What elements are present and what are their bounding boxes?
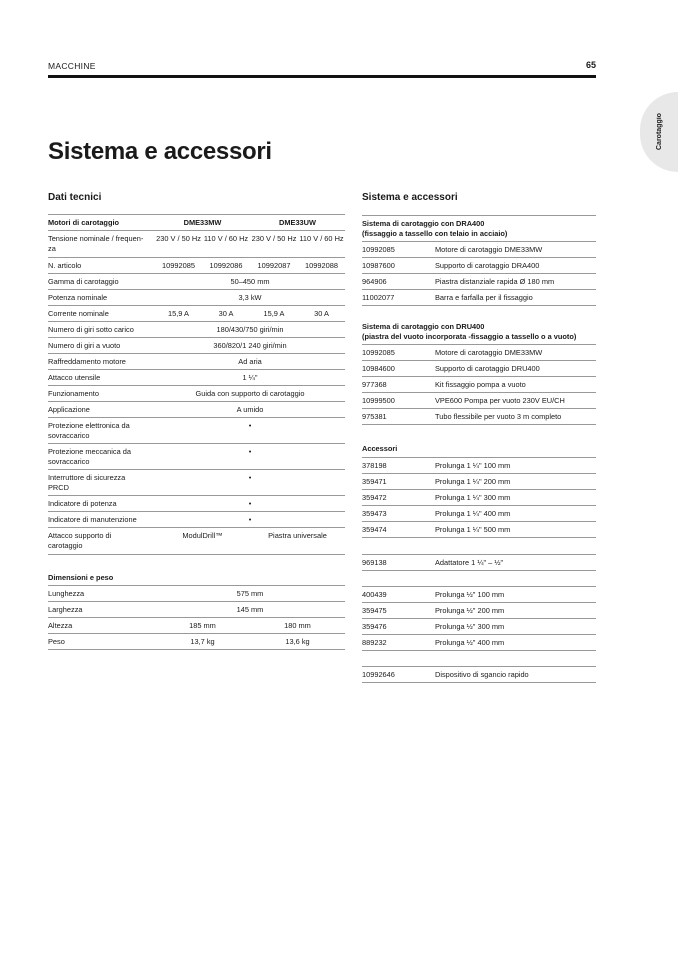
table-row [362,242,596,258]
label-cell: Tensione nominale / frequen-za [48,234,144,253]
table-row [362,587,596,603]
table-row [48,386,345,402]
table-row [362,274,596,290]
table-row [362,258,596,274]
accessories-heading: Sistema e accessori [362,192,458,203]
table-row [48,496,345,512]
article-number: 359474 [362,525,387,534]
accessory-group [362,666,596,683]
article-number: 10992085 [362,245,395,254]
value-cell: 575 mm [236,589,264,598]
value-cell: A umido [236,405,264,414]
article-description: Piastra distanziale rapida Ø 180 mm [435,277,555,286]
article-number: 359472 [362,493,387,502]
value-cell: Guida con supporto di carotaggio [195,389,305,398]
label-cell: Motori di carotaggio [48,218,120,227]
value-cell: • [248,515,252,524]
side-tab-label: Carotaggio [656,113,663,151]
label-cell: Interruttore di sicurezza PRCD [48,473,126,492]
value-cell: 10992085 [162,261,195,270]
table-row [362,458,596,474]
table-row [48,370,345,386]
label-cell: Numero di giri sotto carico [48,325,134,334]
table-row [48,512,345,528]
article-description: Supporto di carotaggio DRA400 [435,261,540,270]
group-rows [362,344,596,425]
article-number: 10987600 [362,261,395,270]
value-cell: 110 V / 60 Hz [203,234,249,243]
table-row [362,619,596,635]
value-cell: 180/430/750 giri/min [216,325,284,334]
group-title: Sistema di carotaggio con DRA400 (fissaggio a tassello con telaio in acciaio) [362,215,596,241]
tech-table [48,214,345,555]
label-cell: Attacco utensile [48,373,101,382]
article-description: Motore di carotaggio DME33MW [435,245,543,254]
value-cell: • [248,473,252,482]
label-cell: Attacco supporto di carotaggio [48,531,112,550]
article-number: 400439 [362,590,387,599]
article-description: Prolunga 1 ¼" 500 mm [435,525,511,534]
article-description: Prolunga ½" 200 mm [435,606,505,615]
value-cell: 15,9 A [168,309,189,318]
value-cell: • [248,447,252,456]
table-row [362,377,596,393]
label-cell: Larghezza [48,605,83,614]
article-number: 975381 [362,412,387,421]
value-cell: 230 V / 50 Hz [251,234,297,243]
table-row [48,418,345,444]
value-cell: 230 V / 50 Hz [156,234,201,243]
article-number: 10992646 [362,670,395,679]
dims-table [48,585,345,650]
accessory-group [362,586,596,651]
group-rows [362,241,596,306]
table-row [48,618,345,634]
value-cell: 110 V / 60 Hz [299,234,344,243]
table-row [362,474,596,490]
value-cell: 50–450 mm [230,277,270,286]
article-description: VPE600 Pompa per vuoto 230V EU/CH [435,396,565,405]
label-cell: Funzionamento [48,389,99,398]
article-number: 964906 [362,277,387,286]
table-row [48,258,345,274]
dims-heading: Dimensioni e peso [48,573,114,582]
header-rule [48,75,596,78]
article-description: Motore di carotaggio DME33MW [435,348,543,357]
label-cell: Corrente nominale [48,309,109,318]
label-cell: Peso [48,637,65,646]
table-row [362,635,596,651]
table-row [362,603,596,619]
article-description: Kit fissaggio pompa a vuoto [435,380,526,389]
article-number: 359475 [362,606,387,615]
article-number: 10992085 [362,348,395,357]
value-cell: 10992086 [209,261,243,270]
value-cell: DME33UW [279,218,316,227]
table-row [362,409,596,425]
accessory-group [362,554,596,571]
article-number: 889232 [362,638,387,647]
section-label: MACCHINE [48,61,96,71]
value-cell: 15,9 A [263,309,285,318]
table-row [48,306,345,322]
value-cell: 30 A [218,309,234,318]
value-cell: DME33MW [183,218,222,227]
table-row [48,444,345,470]
table-row [48,354,345,370]
table-row [48,215,345,231]
label-cell: Applicazione [48,405,90,414]
article-description: Supporto di carotaggio DRU400 [435,364,540,373]
article-number: 11002077 [362,293,395,302]
page-number: 65 [585,60,596,70]
table-row [48,290,345,306]
label-cell: Altezza [48,621,73,630]
table-row [48,634,345,650]
value-cell: 3,3 kW [238,293,262,302]
label-cell: Gamma di carotaggio [48,277,119,286]
table-row [362,506,596,522]
label-cell: Raffreddamento motore [48,357,126,366]
article-description: Dispositivo di sgancio rapido [435,670,529,679]
article-number: 969138 [362,558,387,567]
article-description: Prolunga 1 ¼" 300 mm [435,493,511,502]
group-rows [362,586,596,651]
article-description: Prolunga ½" 300 mm [435,622,505,631]
value-cell: 360/820/1 240 giri/min [213,341,287,350]
value-cell: 10992087 [257,261,291,270]
article-description: Prolunga 1 ¼" 400 mm [435,509,511,518]
label-cell: N. articolo [48,261,82,270]
table-row [48,322,345,338]
article-description: Adattatore 1 ¼" – ½" [435,558,504,567]
table-row [48,470,345,496]
table-row [362,361,596,377]
table-row [48,586,345,602]
table-row [362,522,596,538]
article-number: 359473 [362,509,387,518]
article-description: Prolunga ½" 400 mm [435,638,505,647]
value-cell: Ad aria [238,357,262,366]
page-title: Sistema e accessori [48,138,272,165]
article-number: 359476 [362,622,387,631]
label-cell: Potenza nominale [48,293,108,302]
table-row [362,393,596,409]
table-row [48,231,345,258]
label-cell: Lunghezza [48,589,85,598]
value-cell: 1 ¼" [242,373,258,382]
article-description: Prolunga ½" 100 mm [435,590,505,599]
article-number: 977368 [362,380,387,389]
label-cell: Protezione meccanica da sovraccarico [48,447,131,466]
article-description: Prolunga 1 ¼" 200 mm [435,477,511,486]
accessory-group [362,444,596,538]
group-rows [362,554,596,571]
accessory-group [362,322,596,425]
group-rows [362,666,596,683]
label-cell: Indicatore di potenza [48,499,117,508]
table-row [362,490,596,506]
value-cell: 13,7 kg [190,637,215,646]
article-description: Prolunga 1 ¼" 100 mm [435,461,511,470]
value-cell: 13,6 kg [285,637,310,646]
table-row [362,290,596,306]
tech-heading: Dati tecnici [48,192,102,203]
article-number: 10999500 [362,396,395,405]
table-row [362,345,596,361]
group-title: Accessori [362,444,398,453]
table-row [48,528,345,555]
value-cell: ModulDrill™ [182,531,223,540]
label-cell: Indicatore di manutenzione [48,515,137,524]
value-cell: 185 mm [189,621,216,630]
value-cell: 180 mm [284,621,311,630]
value-cell: Piastra universale [268,531,327,540]
accessory-group [362,215,596,306]
table-row [362,667,596,683]
group-rows [362,457,596,538]
article-number: 10984600 [362,364,395,373]
value-cell: • [248,421,252,430]
table-row [362,555,596,571]
label-cell: Numero di giri a vuoto [48,341,121,350]
table-row [48,338,345,354]
label-cell: Protezione elettronica da sovraccarico [48,421,130,440]
article-description: Barra e farfalla per il fissaggio [435,293,533,302]
value-cell: • [248,499,252,508]
value-cell: 30 A [314,309,329,318]
table-row [48,274,345,290]
value-cell: 10992088 [305,261,338,270]
article-number: 378198 [362,461,387,470]
article-description: Tubo flessibile per vuoto 3 m completo [435,412,562,421]
table-row [48,402,345,418]
group-title: Sistema di carotaggio con DRU400 (piastra del vuoto incorporata -fissaggio a tassello o a vuoto) [362,322,577,341]
table-row [48,602,345,618]
article-number: 359471 [362,477,387,486]
value-cell: 145 mm [236,605,264,614]
